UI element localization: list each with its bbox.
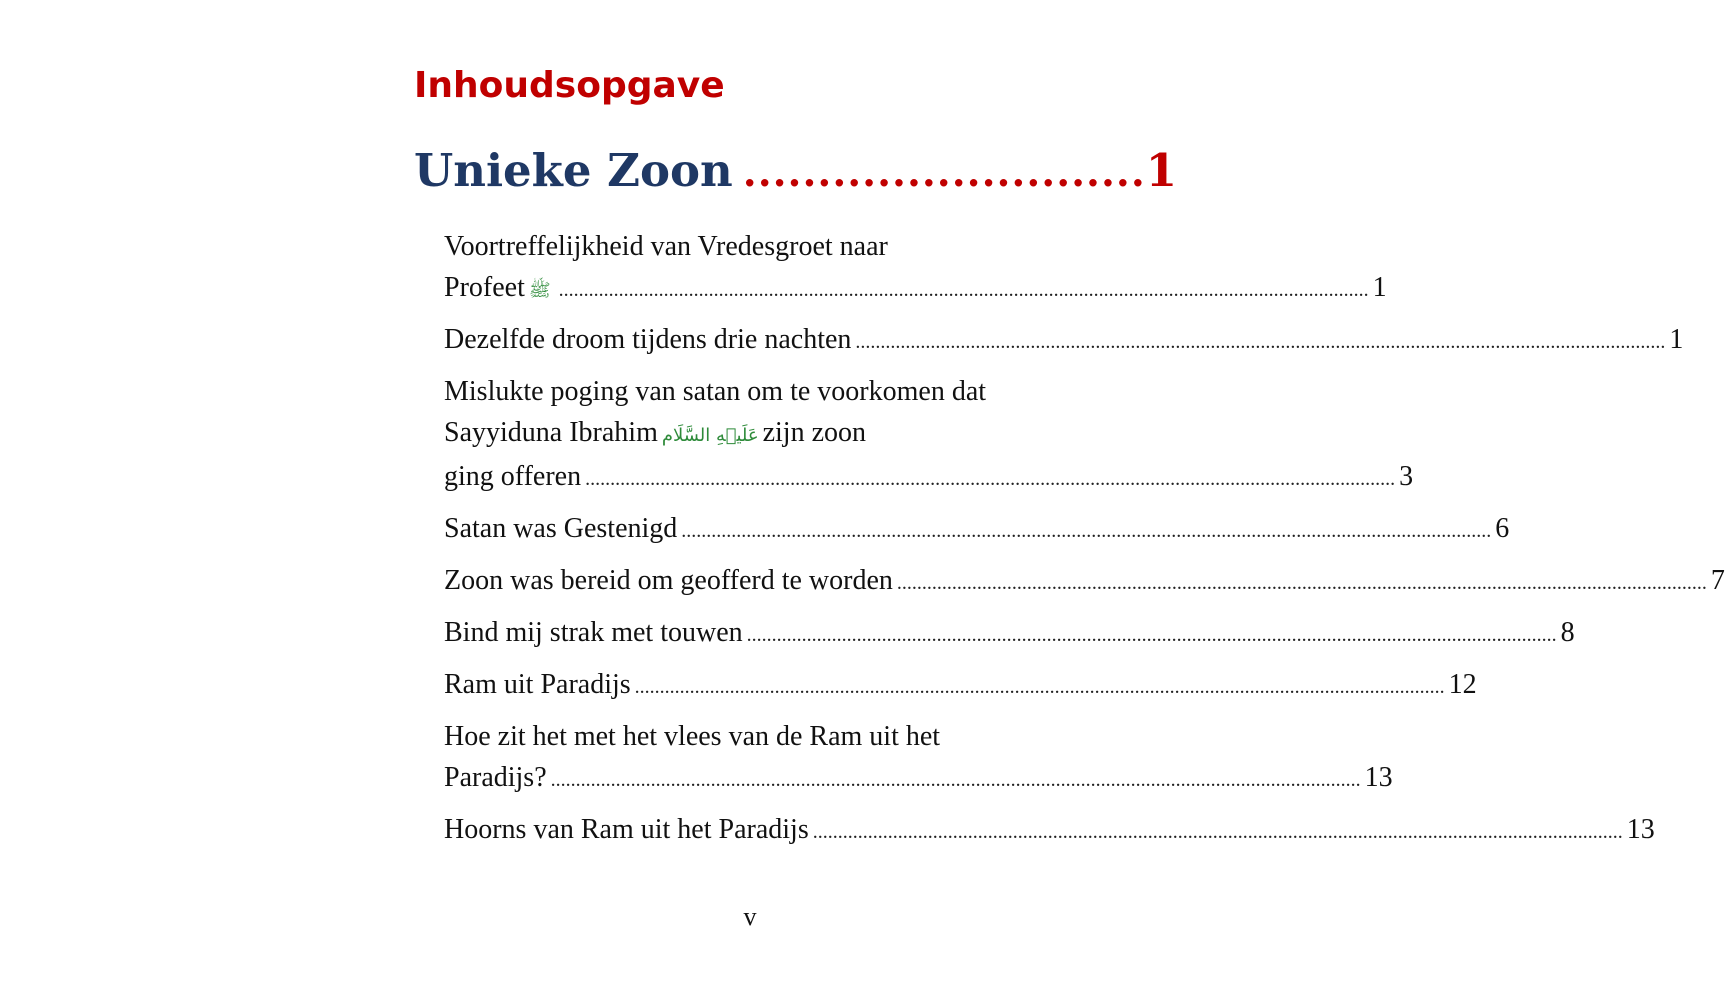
toc-entry-line: Hoe zit het met het vlees van de Ram uit het [444,721,941,752]
toc-entry-page: 3 [1399,461,1414,492]
toc-entry-line: Sayyiduna Ibrahim عَلَيۡهِ السَّلَام zijn zoon [444,417,866,448]
dot-leader: .................................................................................................................................................................. [812,821,1623,843]
toc-entry-text: Satan was Gestenigd [444,513,678,544]
toc-entry[interactable] [444,226,1387,311]
toc-entry-page: 13 [1364,762,1393,793]
dot-leader: .................................................................................................................................................................. [550,769,1361,791]
toc-entry-page: 1 [1372,272,1387,303]
dot-leader: .................................................................................................................................................................. [896,572,1707,594]
toc-entry-page: 13 [1626,814,1655,845]
toc-entry-text: Hoorns van Ram uit het Paradijs [444,814,809,845]
dot-leader: .................................................................................................................................................................. [746,624,1557,646]
toc-entry-text: Zoon was bereid om geofferd te worden [444,565,893,596]
toc-entry-text: Bind mij strak met touwen [444,617,743,648]
toc-entry-page: 6 [1495,513,1510,544]
toc-entry[interactable] [444,809,1655,853]
dot-leader: .................................................................................................................................................................. [558,279,1369,301]
chapter-leader: ........................... [742,149,1146,196]
toc-entry-text: Paradijs? [444,762,547,793]
toc-entry-text: Dezelfde droom tijdens drie nachten [444,324,852,355]
page-folio: v [743,902,757,931]
toc-entry-text: Profeet ﷺ [444,267,559,311]
toc-entry[interactable] [444,560,1725,604]
honorific-glyph: ﷺ [528,280,551,301]
dot-leader: .................................................................................................................................................................. [855,331,1666,353]
toc-entry-page: 1 [1669,324,1684,355]
toc-entry[interactable] [444,664,1477,708]
toc-entry[interactable] [444,319,1684,363]
chapter-page-number: 1 [1145,144,1178,197]
dot-leader: .................................................................................................................................................................. [585,468,1396,490]
toc-entry-line: Mislukte poging van satan om te voorkomen dat [444,376,987,407]
toc-entry-page: 8 [1560,617,1575,648]
dot-leader: .................................................................................................................................................................. [681,520,1492,542]
toc-entry-text: Ram uit Paradijs [444,669,631,700]
honorific-glyph: عَلَيۡهِ السَّلَام [661,425,759,446]
toc-heading: Inhoudsopgave [414,65,725,106]
chapter-entry[interactable] [414,144,1178,198]
toc-entry[interactable] [444,716,1393,801]
toc-entry[interactable] [444,371,1414,500]
toc-entry-line: Voortreffelijkheid van Vredesgroet naar [444,231,888,262]
toc-entries [444,226,1725,861]
toc-entry-page: 7 [1710,565,1725,596]
toc-entry-page: 12 [1448,669,1477,700]
chapter-title: Unieke Zoon [414,144,733,197]
toc-entry-text: ging offeren [444,461,582,492]
dot-leader: .................................................................................................................................................................. [634,676,1445,698]
toc-entry[interactable] [444,612,1575,656]
toc-entry[interactable] [444,508,1510,552]
